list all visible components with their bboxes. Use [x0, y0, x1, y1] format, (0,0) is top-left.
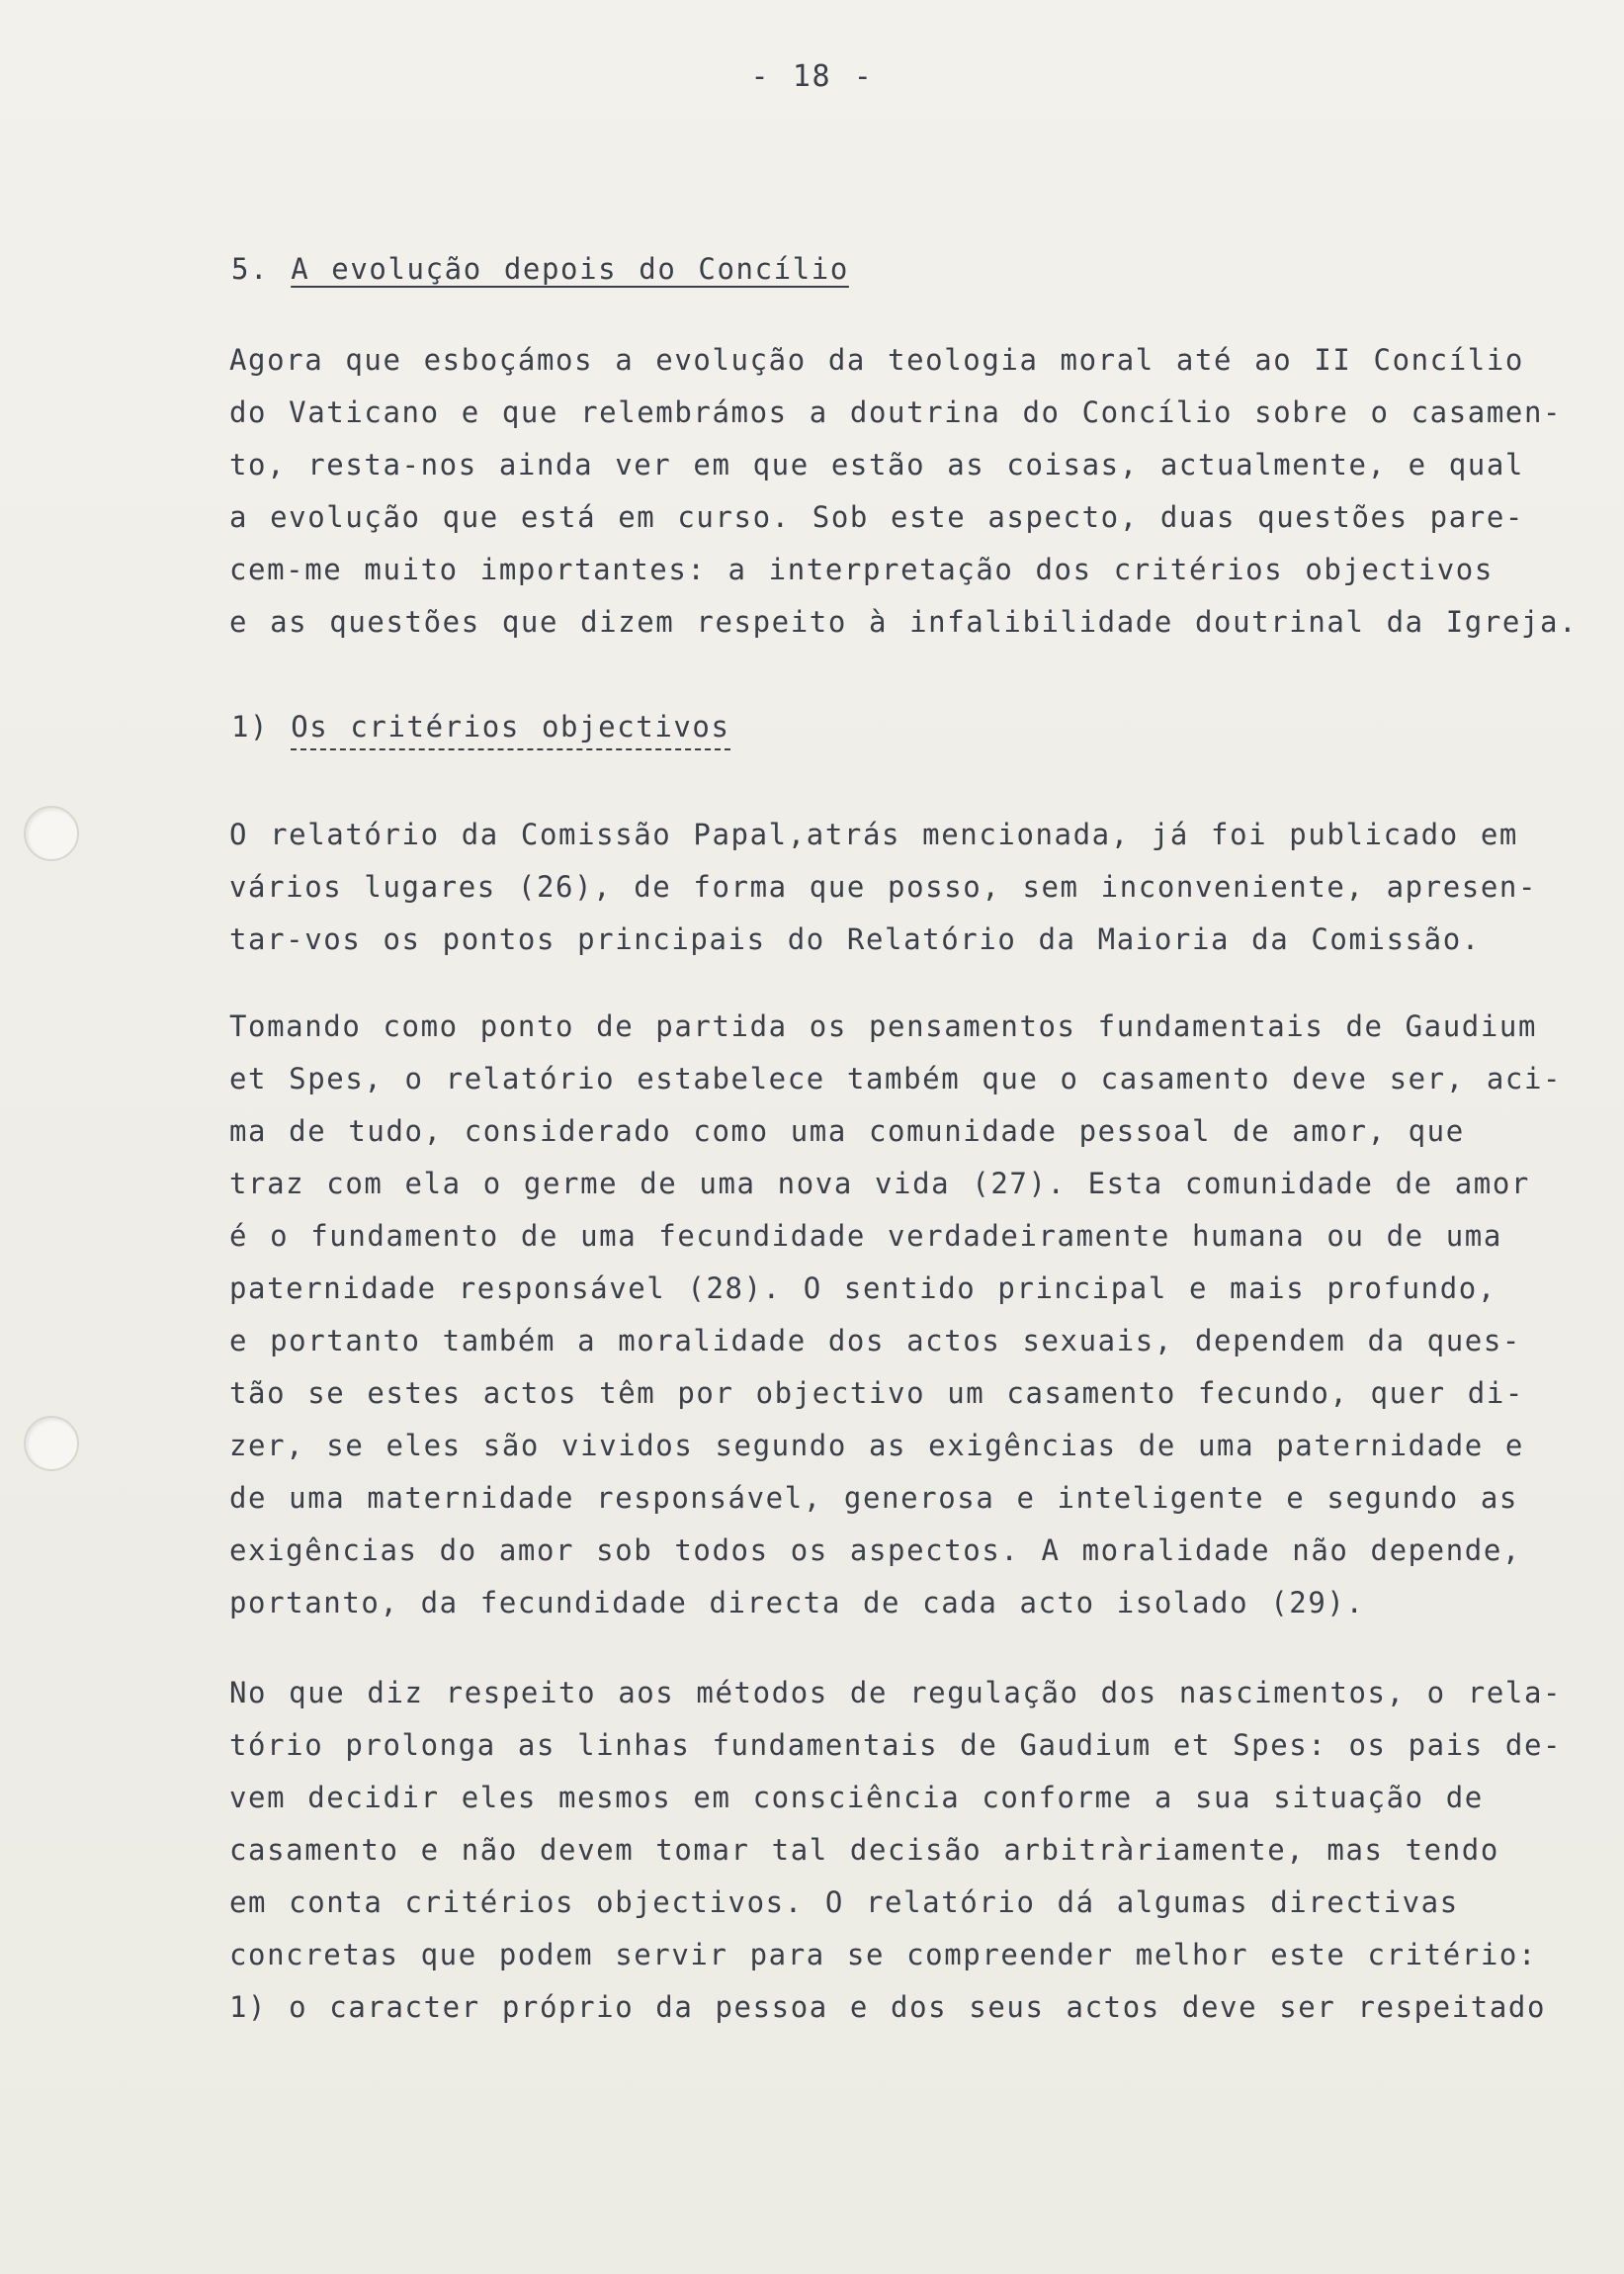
text-line: do Vaticano e que relembrámos a doutrina do Concílio sobre o casamen-: [229, 395, 1563, 429]
punch-hole: [24, 806, 79, 861]
text-line: de uma maternidade responsável, generosa e inteligente e segundo as: [229, 1481, 1518, 1515]
text-line: portanto, da fecundidade directa de cada acto isolado (29).: [229, 1586, 1365, 1619]
text-line: vários lugares (26), de forma que posso, sem inconveniente, apresen-: [229, 870, 1538, 904]
text-line: tar-vos os pontos principais do Relatório da Maioria da Comissão.: [229, 922, 1481, 956]
text-line: a evolução que está em curso. Sob este aspecto, duas questões pare-: [229, 500, 1524, 534]
text-line: Agora que esboçámos a evolução da teologia moral até ao II Concílio: [229, 343, 1524, 377]
text-line: exigências do amor sob todos os aspectos. A moralidade não depende,: [229, 1533, 1521, 1567]
text-line: Tomando como ponto de partida os pensamentos fundamentais de Gaudium: [229, 1009, 1538, 1043]
text-line: é o fundamento de uma fecundidade verdadeiramente humana ou de uma: [229, 1219, 1502, 1253]
paragraph-birth-regulation: [229, 1667, 1563, 2034]
text-line: 1) o caracter próprio da pessoa e dos seus actos deve ser respeitado: [229, 1990, 1547, 2024]
text-line: O relatório da Comissão Papal,atrás mencionada, já foi publicado em: [229, 818, 1518, 851]
text-line: concretas que podem servir para se compreender melhor este critério:: [229, 1938, 1538, 1971]
text-line: casamento e não devem tomar tal decisão arbitràriamente, mas tendo: [229, 1833, 1499, 1867]
text-line: traz com ela o germe de uma nova vida (27). Esta comunidade de amor: [229, 1167, 1530, 1200]
subsection-heading: [231, 710, 730, 743]
text-line: cem-me muito importantes: a interpretação dos critérios objectivos: [229, 553, 1494, 586]
section-number: 5.: [231, 252, 270, 286]
text-line: zer, se eles são vividos segundo as exigências de uma paternidade e: [229, 1429, 1524, 1462]
text-line: to, resta-nos ainda ver em que estão as coisas, actualmente, e qual: [229, 448, 1524, 481]
text-line: et Spes, o relatório estabelece também que o casamento deve ser, aci-: [229, 1062, 1563, 1095]
text-line: e as questões que dizem respeito à infalibilidade doutrinal da Igreja.: [229, 605, 1579, 639]
paragraph-report: [229, 809, 1544, 966]
text-line: em conta critérios objectivos. O relatório dá algumas directivas: [229, 1885, 1459, 1919]
text-line: vem decidir eles mesmos em consciência conforme a sua situação de: [229, 1781, 1484, 1814]
text-line: paternidade responsável (28). O sentido principal e mais profundo,: [229, 1271, 1496, 1305]
section-heading: [231, 252, 849, 286]
text-line: tório prolonga as linhas fundamentais de Gaudium et Spes: os pais de-: [229, 1728, 1563, 1762]
text-line: No que diz respeito aos métodos de regulação dos nascimentos, o rela-: [229, 1676, 1563, 1709]
page-number: - 18 -: [750, 59, 874, 94]
paragraph-gaudium-et-spes: [229, 1001, 1563, 1629]
text-line: tão se estes actos têm por objectivo um casamento fecundo, quer di-: [229, 1376, 1524, 1410]
paragraph-intro: [229, 334, 1579, 649]
section-title: A evolução depois do Concílio: [291, 252, 849, 286]
subsection-number: 1): [231, 710, 270, 743]
punch-hole: [24, 1416, 79, 1471]
text-line: ma de tudo, considerado como uma comunidade pessoal de amor, que: [229, 1114, 1465, 1148]
text-line: e portanto também a moralidade dos actos sexuais, dependem da ques-: [229, 1324, 1521, 1357]
subsection-title: Os critérios objectivos: [291, 710, 729, 750]
